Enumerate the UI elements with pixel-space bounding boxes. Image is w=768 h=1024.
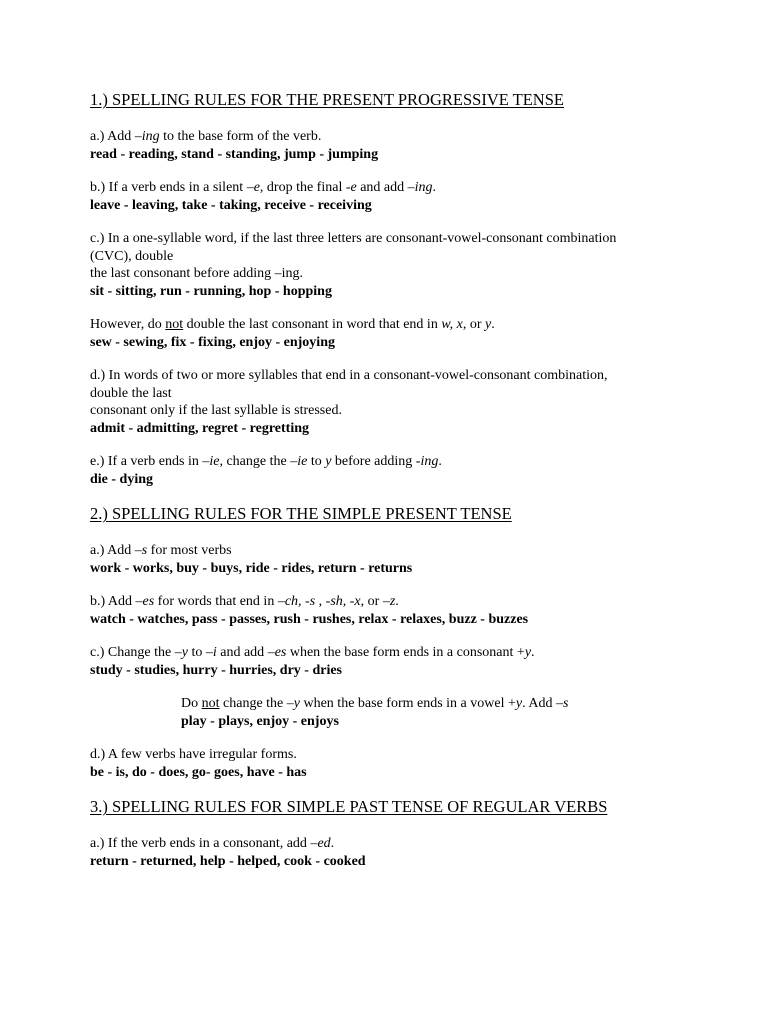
rule-example: watch - watches, pass - passes, rush - rushes, relax - relaxes, buzz - buzzes: [90, 611, 529, 627]
rule-example: read - reading, stand - standing, jump - jumping: [90, 146, 379, 162]
rule-example: be - is, do - does, go- goes, have - has: [90, 764, 307, 780]
section-heading: 1.) SPELLING RULES FOR THE PRESENT PROGRESSIVE TENSE: [90, 90, 564, 109]
rule-example: return - returned, help - helped, cook - cooked: [90, 853, 366, 869]
rule-2b: [90, 593, 680, 628]
rule-1e: [90, 453, 680, 488]
rule-2c: [90, 644, 680, 679]
section-heading: 2.) SPELLING RULES FOR THE SIMPLE PRESENT TENSE: [90, 504, 512, 523]
rule-text-line: consonant only if the last syllable is stressed.: [90, 403, 342, 418]
rule-example: leave - leaving, take - taking, receive - receiving: [90, 197, 372, 213]
rule-text-line: the last consonant before adding –ing.: [90, 266, 304, 281]
rule-text: e.) If a verb ends in –ie, change the –ie to y before adding -ing.: [90, 454, 442, 469]
document-page: [90, 90, 680, 886]
rule-2c-exception: [90, 695, 680, 730]
rule-example: play - plays, enjoy - enjoys: [181, 713, 339, 729]
rule-text: b.) If a verb ends in a silent –e, drop the final -e and add –ing.: [90, 180, 437, 195]
rule-text: However, do not double the last consonant in word that end in w, x, or y.: [90, 317, 495, 332]
section-present-progressive: [90, 90, 680, 488]
rule-example: sit - sitting, run - running, hop - hopping: [90, 283, 332, 299]
rule-example: admit - admitting, regret - regretting: [90, 420, 310, 436]
rule-2a: [90, 542, 680, 577]
rule-text-line: d.) In words of two or more syllables that end in a consonant-vowel-consonant combination,: [90, 368, 608, 383]
rule-1b: [90, 179, 680, 214]
rule-1d: [90, 367, 680, 437]
rule-text: Do not change the –y when the base form ends in a vowel +y. Add –s: [181, 696, 569, 711]
section-simple-past: [90, 797, 680, 870]
rule-3a: [90, 835, 680, 870]
rule-example: work - works, buy - buys, ride - rides, return - returns: [90, 560, 413, 576]
rule-2d: [90, 746, 680, 781]
rule-text: d.) A few verbs have irregular forms.: [90, 747, 297, 762]
rule-example: sew - sewing, fix - fixing, enjoy - enjoying: [90, 334, 335, 350]
rule-text-line: c.) In a one-syllable word, if the last three letters are consonant-vowel-consonant combination: [90, 231, 617, 246]
section-simple-present: [90, 504, 680, 781]
rule-1c: [90, 230, 680, 300]
section-heading: 3.) SPELLING RULES FOR SIMPLE PAST TENSE OF REGULAR VERBS: [90, 797, 608, 816]
rule-text-line: double the last: [90, 385, 172, 401]
rule-1a: [90, 128, 680, 163]
rule-example: study - studies, hurry - hurries, dry - dries: [90, 662, 343, 678]
rule-text: a.) If the verb ends in a consonant, add –ed.: [90, 836, 335, 851]
rule-text: a.) Add –s for most verbs: [90, 543, 232, 558]
rule-example: die - dying: [90, 471, 154, 487]
rule-text: b.) Add –es for words that end in –ch, -s , -sh, -x, or –z.: [90, 594, 399, 609]
rule-text-line: (CVC), double: [90, 248, 174, 264]
rule-text: a.) Add –ing to the base form of the verb.: [90, 129, 322, 144]
rule-text: c.) Change the –y to –i and add –es when the base form ends in a consonant +y.: [90, 645, 535, 660]
rule-1c-exception: [90, 316, 680, 351]
